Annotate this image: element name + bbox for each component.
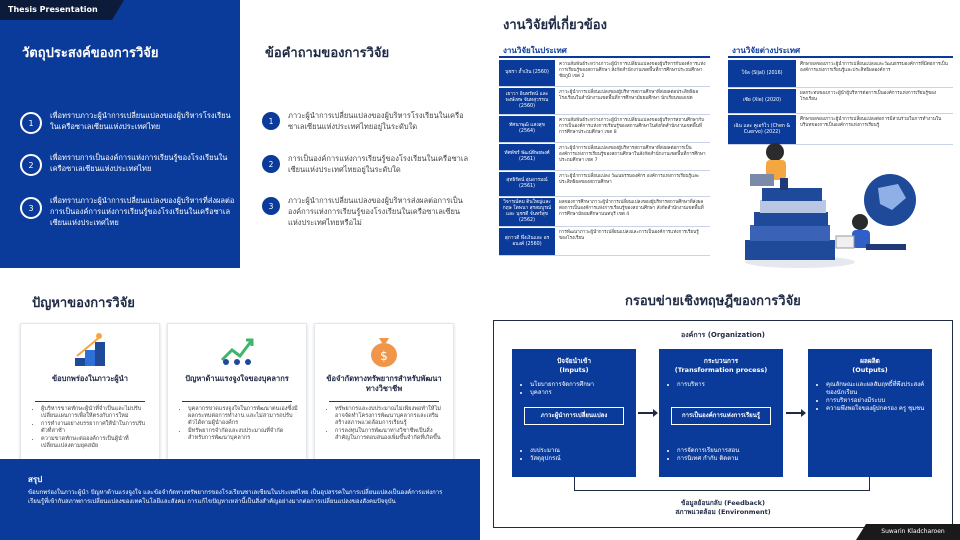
arrow-inputs-to-process (638, 412, 654, 414)
question-text: ภาวะผู้นำการเปลี่ยนแปลงของผู้บริหารส่งผลต่อการเป็นองค์การแห่งการเรียนรู้ของโรงเรียนในเครือซาเลเซียนแห่งประเทศไทยหรือไม่ (288, 196, 463, 227)
problem-card-heading: ข้อจำกัดทางทรัพยากรสำหรับพัฒนาทางวิชาชีพ (326, 374, 442, 393)
process-subtitle: (Transformation process) (674, 366, 768, 374)
objective-text: เพื่อทราบภาวะผู้นำการเปลี่ยนแปลงของผู้บริหารที่ส่งผลต่อการเป็นองค์การแห่งการเรียนรู้ของโรงเรียนในเครือซาเลเซียนแห่งประเทศไทย (50, 196, 235, 227)
question-text: ภาวะผู้นำการเปลี่ยนแปลงของผู้บริหารโรงเรียนในเครือซาเลเซียนแห่งประเทศไทยอยู่ในระดับใด (288, 111, 464, 131)
research-author: วิจารณ์คม ดินใหญ่และกฤษ โตพนา สุรสมบูรณ์ และ นุชรดี จันทร์สุข (2562) (499, 198, 555, 226)
research-summary: ความสัมพันธ์ระหว่างภาวะผู้นำการเปลี่ยนแปลงของผู้บริหารกับองค์การแห่งการเรียนรู้ของสถานศึกษา สังกัดสำนักงานเขตพื้นที่การศึกษาประถมศึกษาชัยภูมิ เขต 2 (559, 62, 706, 79)
research-summary: ภาวะผู้นำการเปลี่ยนแปลงของผู้บริหารสถานศึกษาที่ส่งผลต่อประสิทธิผลโรงเรียนในสำนักงานเขตพื้นที่การศึกษามัธยมศึกษา นักเรียนของเขต (559, 90, 699, 101)
research-author: ทัศนาพุฒิ แสงสุข (2564) (499, 116, 555, 142)
problem-card-list (33, 406, 151, 451)
research-summary: ภาวะผู้นำการเปลี่ยนแปลงของผู้บริหารสถานศึกษาที่ส่งผลต่อการเป็นองค์การแห่งการเรียนรู้ของสถานศึกษาในสังกัดสำนักงานเขตพื้นที่การศึกษาประถมศึกษา เขต 7 (559, 146, 706, 163)
research-row (728, 60, 953, 88)
question-number: 2 (262, 155, 280, 173)
presentation-badge: Thesis Presentation (0, 0, 112, 20)
research-author: เยาวา อินทรัตน์ และ พงษ์เทพ จันทสุวรรณ (2560) (499, 88, 555, 114)
question-text: การเป็นองค์การแห่งการเรียนรู้ของโรงเรียนในเครือซาเลเซียนแห่งประเทศไทยอยู่ในระดับใด (288, 154, 469, 174)
card-divider (182, 401, 292, 402)
research-row (499, 172, 710, 197)
research-summary: ศึกษาผลของภาวะผู้นำการเปลี่ยนแปลงต่อการมีส่วนร่วมในการทำงานในบริบทของการเป็นองค์การแห่งการเรียนรู้ (800, 117, 942, 128)
research-summary: ผลกระทบของภาวะผู้นำผู้บริหารต่อการเป็นองค์การแห่งการเรียนรู้ของโรงเรียน (800, 91, 937, 102)
process-bottom-list (659, 447, 739, 463)
research-row (499, 198, 710, 227)
question-item (262, 110, 472, 132)
list-item: • ความพึงพอใจของผู้ปกครอง ครู ชุมชน (826, 405, 932, 413)
outputs-box (808, 349, 932, 477)
list-item: • ผู้บริหารขาดทักษะผู้นำที่จำเป็นและไม่ปรับเปลี่ยนแผนการเพื่อให้ตรงกับการใหม่ (41, 406, 151, 420)
problem-card-list (180, 406, 298, 443)
research-row (499, 228, 710, 256)
problem-card-list (327, 406, 445, 443)
list-item: • การจัดการเรียนการสอน (677, 447, 739, 455)
money-bag-icon (365, 332, 403, 368)
list-item: • การนิเทศ กำกับ ติดตาม (677, 455, 739, 463)
research-summary: การพัฒนาภาวะผู้นำการเปลี่ยนแปลงและการเป็นองค์การแห่งการเรียนรู้ของโรงเรียน (559, 230, 699, 241)
research-summary: ศึกษาผลของภาวะผู้นำการเปลี่ยนแปลงและวัฒนธรรมองค์การที่มีต่อการเป็นองค์การแห่งการเรียนรู้และประสิทธิผลองค์การ (800, 62, 948, 73)
environment-text: สภาพแวดล้อม (Environment) (675, 508, 771, 516)
list-item: • บุคลากรขาดแรงจูงใจในการพัฒนาตนเองซึ่งมีผลกระทบต่อการทำงาน และไม่สามารถปรับตัวได้ตามผู้นำองค์กร (188, 406, 298, 427)
problem-card-heading: ข้อบกพร่องในภาวะผู้นำ (52, 374, 128, 383)
research-author: สุทธิรัตน์ อุ่นอารมณ์ (2561) (499, 172, 555, 196)
inputs-bottom-list (512, 447, 561, 463)
objective-item (20, 195, 235, 228)
framework-title: กรอบข่ายเชิงทฤษฎีของการวิจัย (625, 294, 801, 309)
list-item: • การลงทุนในการพัฒนาทางวิชาชีพเป็นสิ่งสำคัญในการตอบสนองเพิ่มขึ้นจำกัดที่เกิดขึ้น (335, 428, 445, 442)
questions-title: ข้อคำถามของการวิจัย (265, 46, 390, 61)
objectives-panel (0, 0, 240, 268)
summary-text: ข้อบกพร่องในภาวะผู้นำ ปัญหาด้านแรงจูงใจ และข้อจำกัดทางทรัพยากรของโรงเรียนซาเลเซียนในประเทศไทย เป็นอุปสรรคในการเปลี่ยนแปลงเป็นองค์การแห่งการเรียนรู้ที่เข้ากับสภาพการเปลี่ยนแปลงของเทคโนโลยีและสังคม การแก้ไขปัญหาเหล่านี้เป็นสิ่งสำคัญอย่างมากต่อการเปลี่ยนแปลงของสังคมปัจจุบัน (28, 489, 443, 505)
outputs-title: ผลผลิต (860, 357, 880, 365)
research-row (499, 88, 710, 115)
list-item: • ความขาดทักษะต่อองค์การเป็นผู้นำที่เปลี่ยนแปลงตามยุคสมัย (41, 436, 151, 450)
summary-panel (0, 459, 480, 540)
research-summary: ผลของการศึกษาภาวะผู้นำการเปลี่ยนแปลงของผู้บริหารสถานศึกษาที่ส่งผลต่อการเป็นองค์การแห่งการเรียนรู้ของสถานศึกษา สังกัดสำนักงานเขตพื้นที่การศึกษามัธยมศึกษานนทบุรี เขต 4 (559, 200, 704, 217)
feedback-loop-line (574, 477, 870, 491)
research-author: ทัศพัชร์ พัฒน์ทิพยพงศ์ (2561) (499, 144, 555, 170)
list-item: • บุคลากร (530, 389, 636, 397)
arrow-process-to-outputs (786, 412, 802, 414)
inputs-subtitle: (Inputs) (559, 366, 589, 374)
objective-item (20, 110, 235, 134)
research-author: เซีย (Xie) (2020) (728, 89, 796, 113)
foreign-research-heading: งานวิจัยต่างประเทศ (732, 46, 801, 55)
list-item: • นโยบายการจัดการศึกษา (530, 381, 636, 389)
objective-text: เพื่อทราบภาวะผู้นำการเปลี่ยนแปลงของผู้บริหารโรงเรียนในเครือซาเลเซียนแห่งประเทศไทย (50, 111, 231, 131)
related-research-title: งานวิจัยที่เกี่ยวข้อง (503, 18, 607, 33)
research-summary: ภาวะผู้นำการเปลี่ยนแปลง วัฒนธรรมองค์กร องค์การแห่งการเรียนรู้และประสิทธิผลของสถานศึกษา (559, 174, 700, 185)
research-row (499, 60, 710, 87)
outputs-subtitle: (Outputs) (852, 366, 888, 374)
objective-text: เพื่อทราบการเป็นองค์การแห่งการเรียนรู้ของโรงเรียนในเครือซาเลเซียนแห่งประเทศไทย (50, 153, 228, 173)
research-summary: ความสัมพันธ์ระหว่างภาวะผู้นำการเปลี่ยนแปลงของผู้บริหารสถานศึกษากับการเป็นองค์การแห่งการเรียนรู้ของสถานศึกษาในสังกัดสำนักงานเขตพื้นที่การศึกษาประถมศึกษา เขต 8 (559, 118, 704, 135)
objective-number: 3 (20, 197, 42, 219)
reading-people-illustration (740, 140, 940, 270)
research-author: สุภาวดี พึ่งเงินและ อรอนงค์ (2560) (499, 228, 555, 255)
question-item (262, 153, 472, 175)
research-row (499, 116, 710, 143)
list-item: • ทรัพยากรและงบประมาณไม่เพียงพอทำให้ไม่อาจจัดทำโครงการพัฒนาบุคลากรและเสริมสร้างสภาพแวดล้อมการเรียนรู้ (335, 406, 445, 427)
foreign-heading-line (728, 56, 953, 58)
objective-number: 2 (20, 154, 42, 176)
objectives-title: วัตถุประสงค์ของการวิจัย (22, 46, 159, 61)
framework-organization-label: องค์การ (Organization) (681, 331, 765, 339)
process-highlight-box: การเป็นองค์การแห่งการเรียนรู้ (671, 407, 771, 425)
process-box (659, 349, 783, 477)
author-tag: Suwarin Kladcharoen (866, 524, 960, 540)
research-author: เฉิน และ คูเอร์โว (Chen & Cuervo) (2022) (728, 115, 796, 144)
objective-item (20, 152, 235, 176)
objective-number: 1 (20, 112, 42, 134)
problems-title: ปัญหาของการวิจัย (32, 296, 135, 311)
process-title: กระบวนการ (703, 357, 739, 365)
question-number: 3 (262, 197, 280, 215)
inputs-box (512, 349, 636, 477)
list-item: • คุณลักษณะและผลสัมฤทธิ์ที่พึงประสงค์ของนักเรียน (826, 381, 932, 397)
problem-card-heading: ปัญหาด้านแรงจูงใจของบุคลากร (185, 374, 289, 383)
list-item: • การทำงานอย่างบรรยากาศให้นำในการปรับตัวที่ล่าช้า (41, 421, 151, 435)
svg-text:$: $ (380, 349, 388, 363)
research-row (728, 89, 953, 114)
outputs-list (808, 381, 932, 413)
thai-research-heading: งานวิจัยในประเทศ (503, 46, 567, 55)
list-item: • วัสดุอุปกรณ์ (530, 455, 561, 463)
team-growth-icon (218, 332, 256, 368)
summary-title: สรุป (28, 475, 43, 484)
inputs-title: ปัจจัยนำเข้า (557, 357, 591, 365)
list-item: • มีทรัพยากรจำกัดและงบประมาณที่จำกัดสำหรับการพัฒนาบุคลากร (188, 428, 298, 442)
process-top-list (659, 381, 783, 389)
question-number: 1 (262, 112, 280, 130)
problem-card-leadership (20, 323, 160, 468)
list-item: • การบริหาร (677, 381, 783, 389)
question-item (262, 195, 472, 228)
research-row (499, 144, 710, 171)
leadership-stairs-icon (71, 332, 109, 368)
feedback-text: ข้อมูลย้อนกลับ (Feedback) (681, 499, 765, 507)
problem-card-resources (314, 323, 454, 468)
card-divider (329, 401, 439, 402)
thai-heading-line (499, 56, 710, 58)
framework-feedback-label (493, 499, 953, 517)
research-author: โจ้ล (Sijal) (2016) (728, 60, 796, 87)
research-author: นุชรา ถ้ำเงิน (2560) (499, 60, 555, 86)
card-divider (35, 401, 145, 402)
list-item: • งบประมาณ (530, 447, 561, 455)
list-item: • การบริหารอย่างมีระบบ (826, 397, 932, 405)
inputs-top-list (512, 381, 636, 397)
problem-card-motivation (167, 323, 307, 468)
inputs-highlight-box: ภาวะผู้นำการเปลี่ยนแปลง (524, 407, 624, 425)
